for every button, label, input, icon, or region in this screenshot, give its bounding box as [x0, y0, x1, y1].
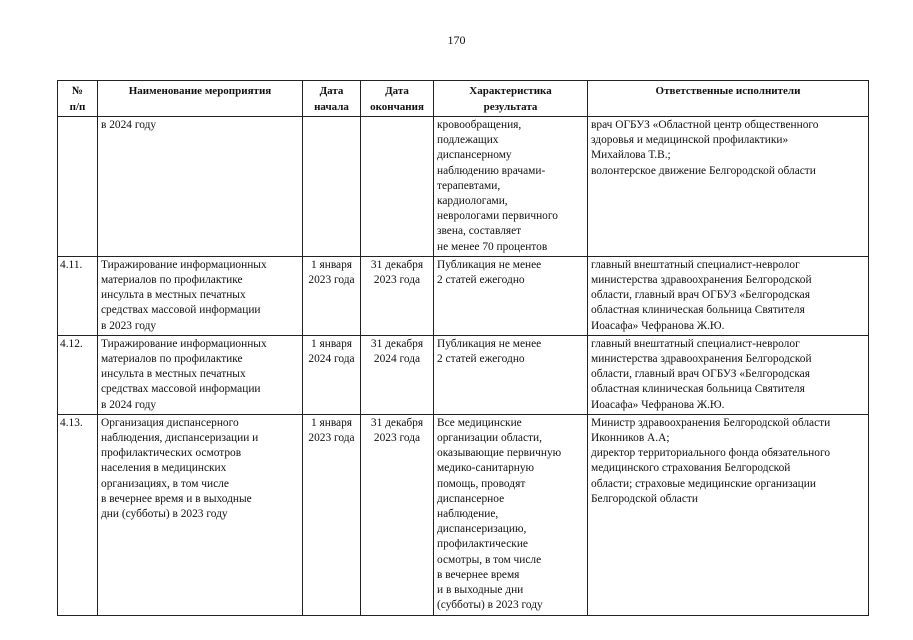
cell-end-date — [361, 117, 434, 257]
cell-name-line: наблюдения, диспансеризации и — [101, 432, 259, 445]
cell-name-line: средствах массовой информации — [101, 304, 261, 317]
cell-start-date-line: 2024 года — [308, 353, 355, 366]
table-row — [58, 335, 869, 414]
cell-name-line: Тиражирование информационных — [101, 337, 267, 350]
cell-responsible-line: Иоасафа» Чефранова Ж.Ю. — [591, 319, 725, 332]
events-table — [57, 80, 869, 616]
cell-name — [98, 256, 303, 335]
cell-result — [434, 117, 588, 257]
header-name: Наименование мероприятия — [98, 81, 303, 117]
page-number: 170 — [447, 33, 466, 47]
cell-name-line: инсульта в местных печатных — [101, 289, 246, 302]
table-row — [58, 256, 869, 335]
cell-end-date-line: 31 декабря — [370, 258, 424, 271]
cell-responsible-line: области, главный врач ОГБУЗ «Белгородская — [591, 368, 810, 381]
cell-name-line: профилактических осмотров — [101, 447, 242, 460]
cell-num: 4.13. — [58, 414, 98, 615]
cell-name-line: в 2024 году — [101, 119, 157, 131]
cell-responsible-line: главный внештатный специалист-невролог — [591, 337, 800, 350]
cell-start-date-line: 1 января — [310, 337, 353, 350]
header-responsible: Ответственные исполнители — [588, 81, 869, 117]
cell-num: 4.11. — [58, 256, 98, 335]
cell-name-line: инсульта в местных печатных — [101, 368, 246, 381]
cell-result-line: терапевтами, — [437, 179, 501, 192]
cell-result-line: медико-санитарную — [437, 462, 535, 475]
cell-result-line: профилактические — [437, 538, 528, 551]
cell-result-line: осмотры, в том числе — [437, 553, 542, 566]
cell-name-line: в 2024 году — [101, 398, 157, 411]
cell-name-line: средствах массовой информации — [101, 383, 261, 396]
table-row — [58, 117, 869, 257]
cell-responsible-line: Иоасафа» Чефранова Ж.Ю. — [591, 398, 725, 411]
header-start-date: Дата начала — [303, 81, 361, 117]
cell-responsible-line: Министр здравоохранения Белгородской области — [591, 416, 831, 429]
cell-result-line: в вечернее время — [437, 568, 520, 581]
cell-result — [434, 335, 588, 414]
cell-name — [98, 414, 303, 615]
cell-end-date-line: 2024 года — [373, 353, 421, 366]
cell-name-line: населения в медицинских — [101, 462, 227, 475]
cell-name-line: дни (субботы) в 2023 году — [101, 508, 228, 521]
cell-responsible-line: области, главный врач ОГБУЗ «Белгородская — [591, 289, 810, 302]
cell-name — [98, 117, 303, 257]
cell-name-line: в вечернее время и в выходные — [101, 492, 252, 505]
cell-result-line: Публикация не менее — [437, 258, 542, 271]
cell-end-date-line: 31 декабря — [370, 337, 424, 350]
cell-name-line: организациях, в том числе — [101, 477, 229, 490]
cell-responsible-line: области; страховые медицинские организации — [591, 477, 816, 490]
cell-start-date-line: 2023 года — [308, 274, 355, 287]
cell-result-line: и в выходные дни — [437, 584, 524, 597]
cell-name — [98, 335, 303, 414]
cell-result-line: кардиологами, — [437, 195, 508, 208]
cell-result-line: (субботы) в 2023 году — [437, 599, 543, 612]
cell-responsible-line: волонтерское движение Белгородской области — [591, 164, 816, 177]
cell-result-line: Все медицинские — [437, 416, 522, 429]
cell-result-line: 2 статей ежегодно — [437, 353, 525, 366]
cell-responsible-line: Михайлова Т.В.; — [591, 149, 671, 162]
cell-result-line: наблюдению врачами- — [437, 164, 546, 177]
cell-responsible — [588, 414, 869, 615]
cell-result — [434, 414, 588, 615]
cell-responsible-line: медицинского страхования Белгородской — [591, 462, 791, 475]
cell-name-line: в 2023 году — [101, 319, 157, 332]
cell-start-date — [303, 414, 361, 615]
cell-result-line: организации области, — [437, 432, 542, 445]
cell-end-date — [361, 335, 434, 414]
cell-start-date-line: 1 января — [310, 258, 353, 271]
cell-result-line: Публикация не менее — [437, 337, 542, 350]
cell-result-line: 2 статей ежегодно — [437, 274, 525, 287]
cell-responsible — [588, 335, 869, 414]
cell-result-line: кровообращения, — [437, 119, 522, 131]
cell-end-date-line: 31 декабря — [370, 416, 424, 429]
cell-responsible-line: Иконников А.А; — [591, 432, 670, 445]
table-header-row — [58, 81, 869, 117]
cell-responsible-line: областная клиническая больница Святителя — [591, 383, 805, 396]
cell-name-line: Тиражирование информационных — [101, 258, 267, 271]
cell-start-date — [303, 256, 361, 335]
cell-result-line: звена, составляет — [437, 225, 522, 238]
cell-result-line: диспансерному — [437, 149, 512, 162]
cell-responsible-line: директор территориального фонда обязательного — [591, 447, 831, 460]
cell-result-line: не менее 70 процентов — [437, 240, 548, 253]
cell-responsible-line: областная клиническая больница Святителя — [591, 304, 805, 317]
cell-start-date-line: 1 января — [310, 416, 353, 429]
cell-responsible — [588, 256, 869, 335]
cell-responsible-line: министерства здравоохранения Белгородской — [591, 274, 812, 287]
cell-start-date — [303, 335, 361, 414]
cell-responsible-line: врач ОГБУЗ «Областной центр общественного — [591, 119, 819, 131]
cell-result-line: помощь, проводят — [437, 477, 526, 490]
cell-result-line: неврологами первичного — [437, 210, 558, 223]
table-row — [58, 414, 869, 615]
cell-name-line: материалов по профилактике — [101, 353, 243, 366]
cell-end-date-line: 2023 года — [373, 274, 421, 287]
cell-responsible-line: министерства здравоохранения Белгородской — [591, 353, 812, 366]
header-result: Характеристика результата — [434, 81, 588, 117]
cell-responsible-line: главный внештатный специалист-невролог — [591, 258, 800, 271]
cell-num: 4.12. — [58, 335, 98, 414]
cell-result — [434, 256, 588, 335]
cell-result-line: наблюдение, — [437, 508, 499, 521]
cell-start-date-line: 2023 года — [308, 432, 355, 445]
cell-result-line: подлежащих — [437, 134, 499, 147]
cell-start-date — [303, 117, 361, 257]
cell-name-line: материалов по профилактике — [101, 274, 243, 287]
cell-name-line: Организация диспансерного — [101, 416, 239, 429]
header-end-date: Дата окончания — [361, 81, 434, 117]
cell-responsible-line: Белгородской области — [591, 492, 698, 505]
cell-result-line: оказывающие первичную — [437, 447, 562, 460]
cell-result-line: диспансеризацию, — [437, 523, 527, 536]
cell-result-line: диспансерное — [437, 492, 505, 505]
cell-end-date-line: 2023 года — [373, 432, 421, 445]
cell-responsible — [588, 117, 869, 257]
header-num: № п/п — [58, 81, 98, 117]
cell-end-date — [361, 256, 434, 335]
cell-num — [58, 117, 98, 257]
cell-responsible-line: здоровья и медицинской профилактики» — [591, 134, 789, 147]
cell-end-date — [361, 414, 434, 615]
